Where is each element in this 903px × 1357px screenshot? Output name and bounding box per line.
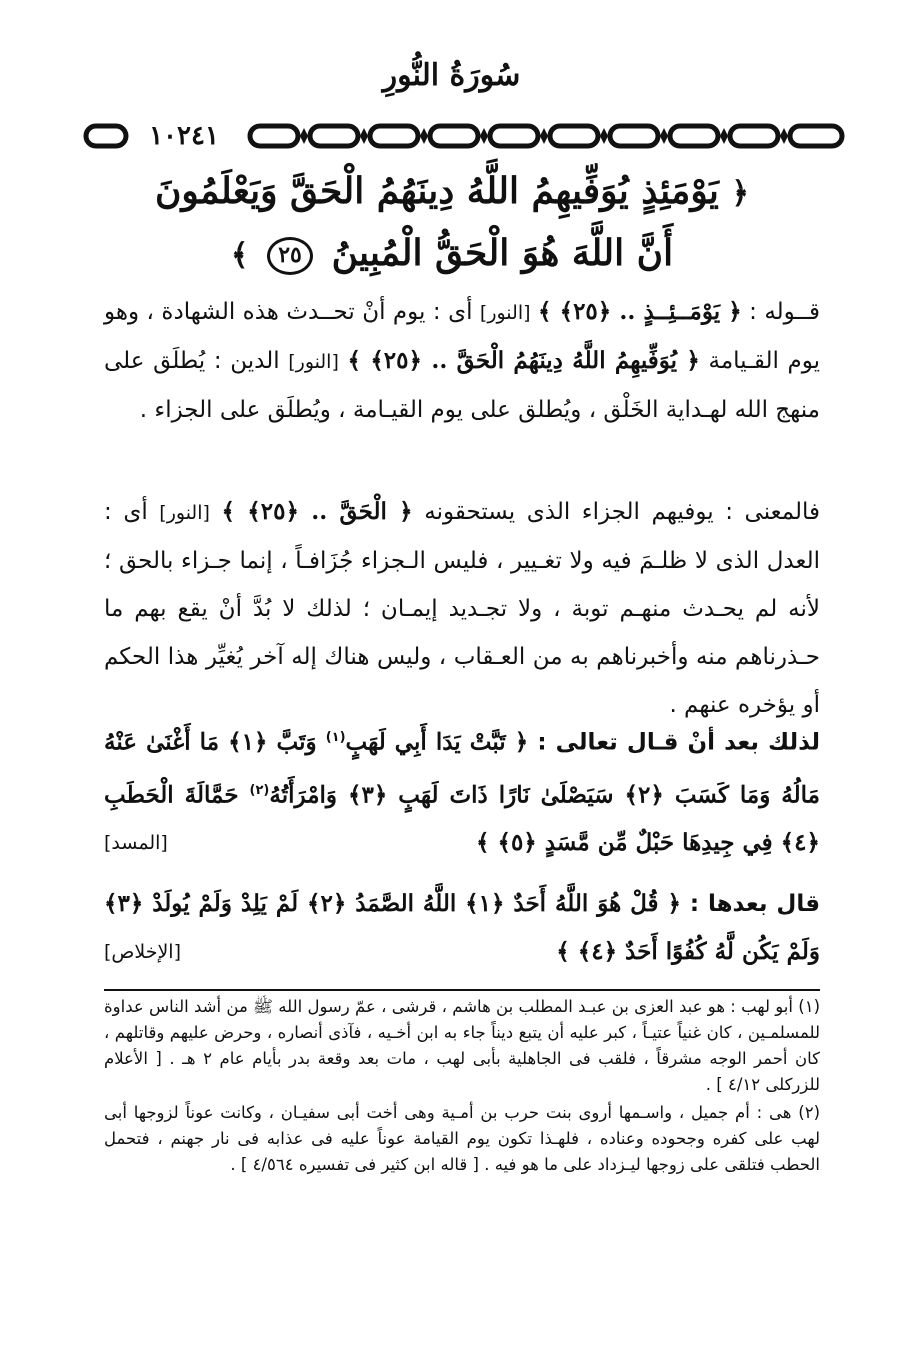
p3-quote-a: ﴿ تَبَّتْ يَدَا أَبِي لَهَبٍ <box>345 728 529 756</box>
p3-lead: لذلك بعد أنْ قـال تعالى : <box>537 729 821 756</box>
p1-ref-1: [النور] <box>479 302 531 324</box>
footnote-1: (١) أبو لهب : هو عبد العزى بن عبـد المطلب بن هاشم ، قرشى ، عمّ رسول الله ﷺ من أشد الناس عداوة للمسلمـين ، كان غنياً عتيـاً ، كبر عليه أن يتبع ديناً جاء به ابن أخـيه ، فآذى أنصاره ، وحرض عليهم وقاتلهم ، كان أحمر الوجه مشرقاً ، فلقب فى الجاهلية بأبى لهب ، مات بعد وقعة بدر بأيام عام ٢ هـ . [ الأعلام للزركلى ٤/١٢ ] . <box>104 997 820 1094</box>
verse-close-ornament: ﴾ <box>230 238 249 273</box>
footnotes <box>104 994 820 1180</box>
p1-text-2: الدين : يُطلَق على منهج الله لهـداية الخَلْق ، ويُطلق على يوم القيـامة ، ويُطلَق على الجزاء . <box>104 348 820 423</box>
p1-quote-2: ﴿ يُوَفِّيهِمُ اللَّهُ دِينَهُمُ الْحَقَّ .. ﴿٢٥﴾ ﴾ <box>347 347 700 374</box>
page-number: ١٠٢٤١ <box>130 116 238 156</box>
verse-line-2 <box>120 232 784 275</box>
p3-quote-b: وَتَبَّ ﴿١﴾ مَا أَغْنَىٰ عَنْهُ مَالُهُ وَمَا كَسَبَ ﴿٢﴾ سَيَصْلَىٰ نَارًا ذَاتَ لَهَبٍ ﴿٣﴾ وَامْرَأَتُهُ <box>104 728 820 809</box>
footnote-2: (٢) هى : أم جميل ، واسـمها أروى بنت حرب بن أمـية وهى أخت أبى سفيـان ، وكانت عوناً لزوجها أبى لهب على كفره وجحوده وعناده ، فلهـذا تكون يوم القيامة عوناً عليه فى عذابه فى نار جهنم ، فتحمل الحطب فتلقى على زوجها ليـزداد على ما هو فيه . [ قاله ابن كثير فى تفسيره ٤/٥٦٤ ] . <box>104 1103 820 1174</box>
p1-ref-2: [النور] <box>288 351 339 373</box>
p4-ref: [الإخلاص] <box>104 941 181 963</box>
verse-line-1-text: يَوْمَئِذٍ يُوَفِّيهِمُ اللَّهُ دِينَهُمُ الْحَقَّ وَيَعْلَمُونَ <box>154 170 719 212</box>
surah-title: سُورَةُ النُّورِ <box>382 58 521 93</box>
verse-line-2-text: أَنَّ اللَّهَ هُوَ الْحَقُّ الْمُبِينُ <box>331 232 674 274</box>
p3-quote-c: حَمَّالَةَ الْحَطَبِ ﴿٤﴾ فِي جِيدِهَا حَبْلٌ مِّن مَّسَدٍ ﴿٥﴾ ﴾ <box>104 781 820 857</box>
p1-quote-1: ﴿ يَوْمَــئِــذٍ .. ﴿٢٥﴾ ﴾ <box>537 298 742 325</box>
p2-quote: ﴿ الْحَقَّ .. ﴿٢٥﴾ ﴾ <box>221 498 413 525</box>
p2-ref: [النور] <box>159 502 210 524</box>
p1-lead: قــوله : <box>749 299 821 325</box>
footnote-marker-1: (١) <box>325 730 346 745</box>
p2-lead: فالمعنى : يوفيهم الجزاء الذى يستحقونه <box>424 499 821 525</box>
paragraph-1 <box>104 288 820 434</box>
p4-quote: ﴿ قُلْ هُوَ اللَّهُ أَحَدٌ ﴿١﴾ اللَّهُ الصَّمَدُ ﴿٢﴾ لَمْ يَلِدْ وَلَمْ يُولَدْ ﴿٣﴾ وَلَمْ يَكُن لَّهُ كُفُوًا أَحَدٌ ﴿٤﴾ ﴾ <box>104 890 820 965</box>
paragraph-3 <box>104 714 820 867</box>
p1-text-1: أى : يوم أنْ تحــدث هذه الشهادة ، وهو يوم القـيامة <box>104 299 821 374</box>
decorative-chain-border <box>82 116 850 156</box>
footnote-marker-2: (٢) <box>249 782 270 798</box>
verse-open-ornament: ﴿ <box>731 176 750 211</box>
paragraph-2 <box>104 488 820 729</box>
ayah-number-marker: ٢٥ <box>267 237 313 275</box>
p3-ref: [المسد] <box>104 832 168 855</box>
verse-line-1 <box>120 170 784 212</box>
p4-lead: قال بعدها : <box>689 891 821 917</box>
paragraph-4 <box>104 880 820 976</box>
footnote-divider <box>104 989 820 991</box>
p2-text: أى : العدل الذى لا ظلـمَ فيه ولا تغـيير ، فليس الـجزاء جُزَافـاً ، إنما جـزاء بالحق ؛ لأنه لم يحـدث منهـم توبة ، ولا تجـديد إيمـان ؛ لذلك لا بُدَّ أنْ يقع بهم ما حـذرناهم منه وأخبرناهم به من العـقاب ، وليس هناك إله آخر يُغيِّر هذا الحكم أو يؤخره عنهم . <box>104 499 820 718</box>
